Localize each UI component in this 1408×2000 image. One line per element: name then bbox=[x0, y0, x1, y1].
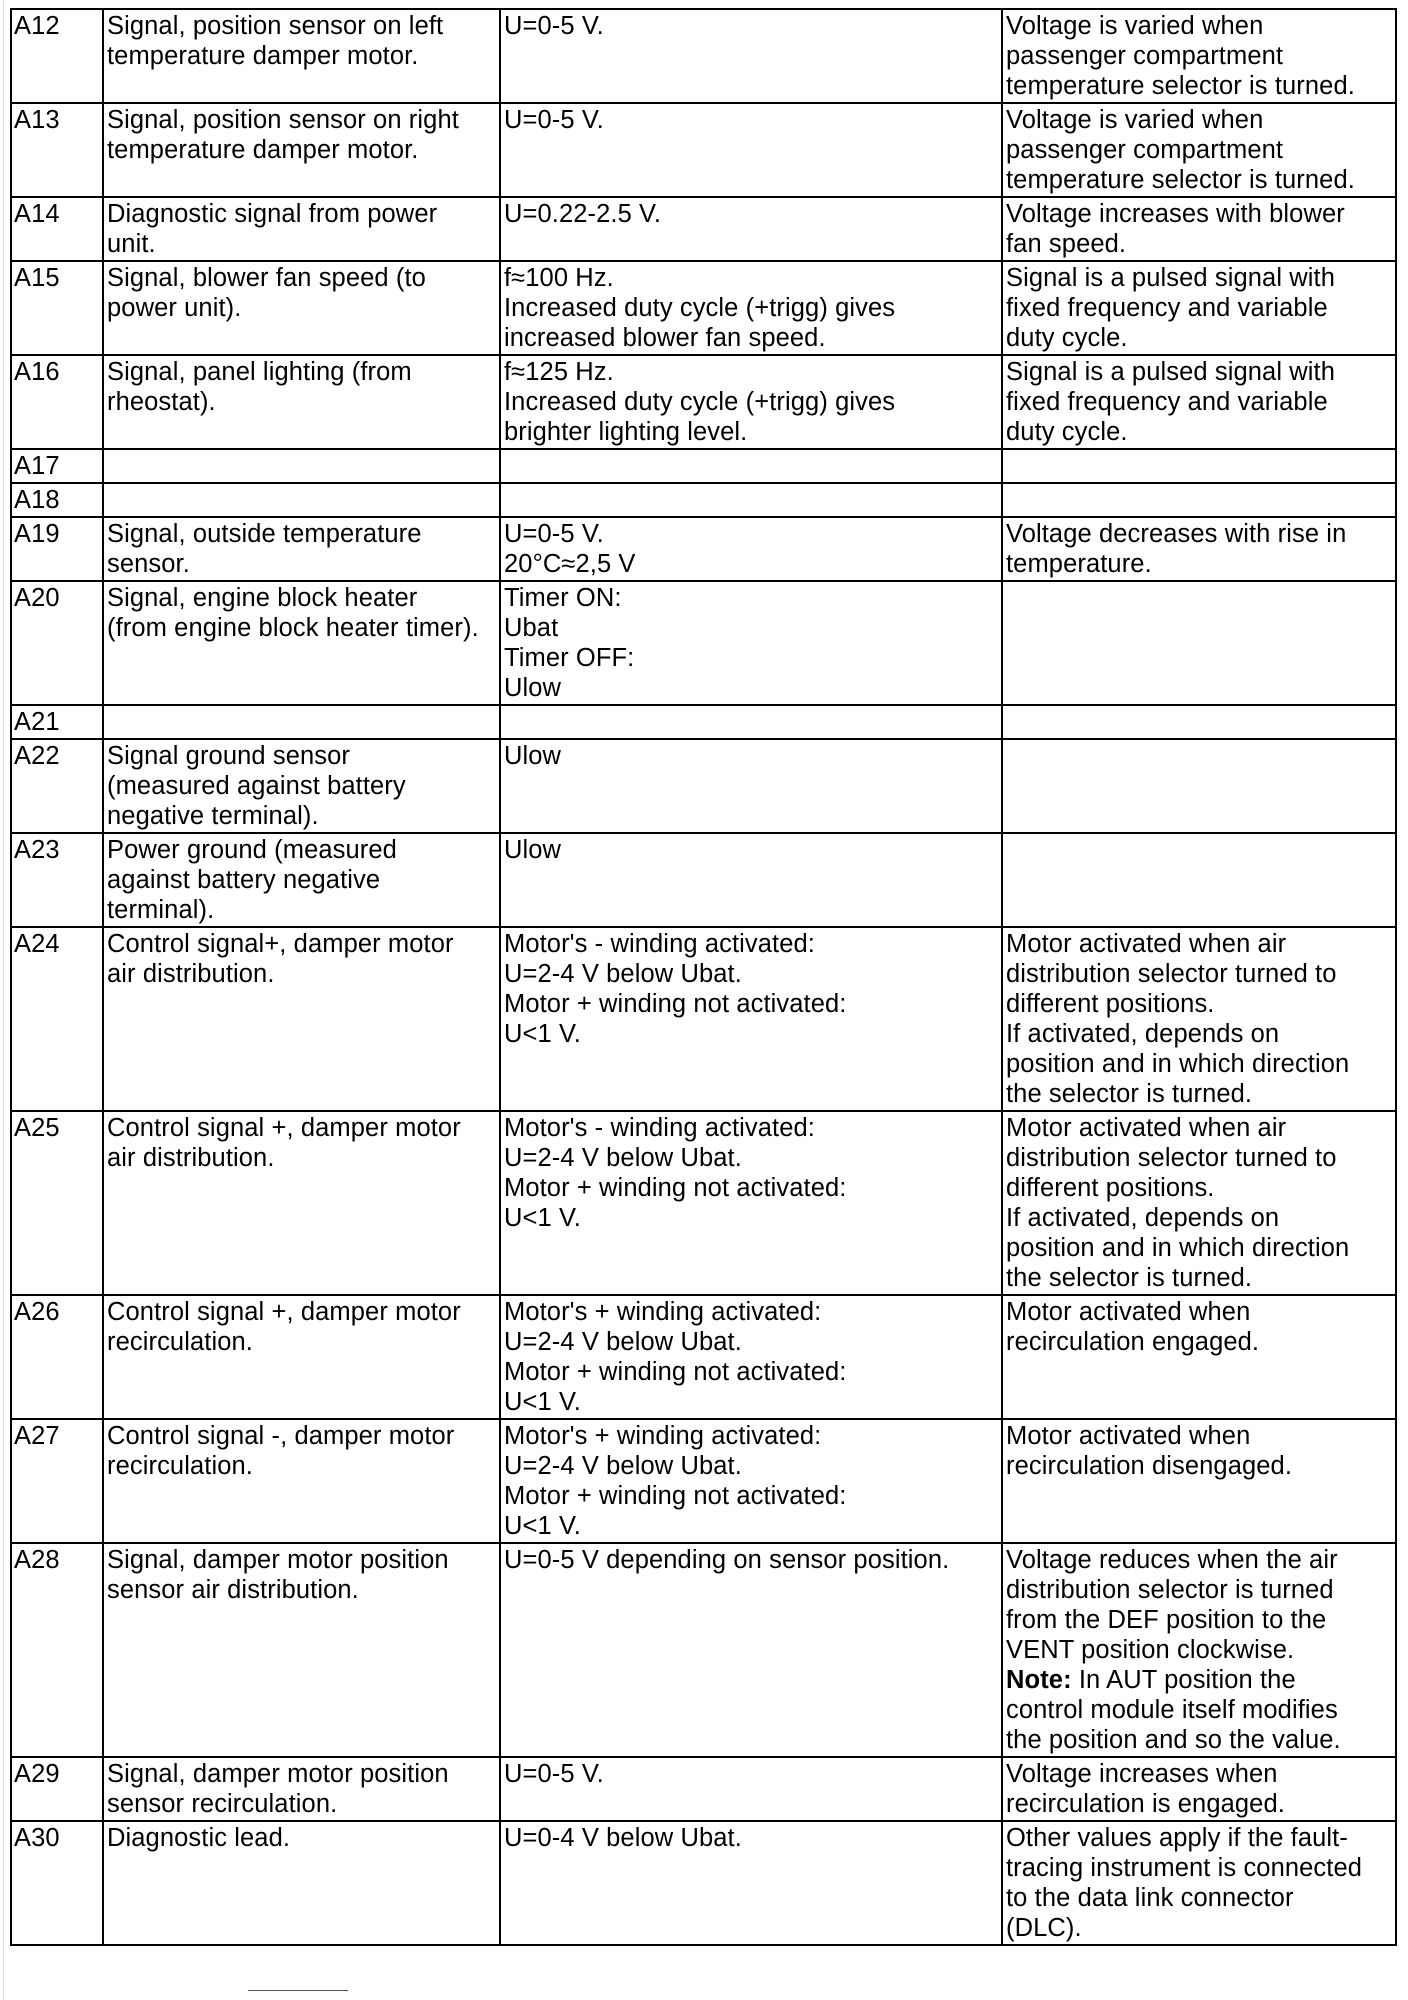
pin-remark-line: Other values apply if the fault- bbox=[1006, 1824, 1348, 1852]
pin-value bbox=[500, 1757, 1002, 1821]
pin-number-text: A27 bbox=[14, 1422, 60, 1450]
pin-remark bbox=[1002, 449, 1396, 483]
pin-description-line: recirculation. bbox=[107, 1328, 253, 1356]
pin-description bbox=[103, 927, 500, 1111]
pin-remark-line: position and in which direction bbox=[1006, 1050, 1350, 1078]
pin-value-line: Motor + winding not activated: bbox=[504, 1482, 847, 1510]
pin-value-line: U=0-5 V. bbox=[504, 1760, 604, 1788]
pin-number bbox=[11, 449, 103, 483]
pin-remark-line: (DLC). bbox=[1006, 1914, 1082, 1942]
pin-number-text: A29 bbox=[14, 1760, 60, 1788]
pin-number bbox=[11, 9, 103, 103]
pin-remark-line: temperature selector is turned. bbox=[1006, 166, 1355, 194]
pin-number-text: A24 bbox=[14, 930, 60, 958]
table-row bbox=[11, 927, 1396, 1111]
pin-remark-line: fan speed. bbox=[1006, 230, 1127, 258]
pin-value-line: Motor + winding not activated: bbox=[504, 1174, 847, 1202]
pin-description-line: air distribution. bbox=[107, 960, 275, 988]
pin-value-line: increased blower fan speed. bbox=[504, 324, 826, 352]
pin-number bbox=[11, 261, 103, 355]
pin-remark-line: Voltage reduces when the air bbox=[1006, 1546, 1338, 1574]
pin-description-line: Signal ground sensor bbox=[107, 742, 350, 770]
pin-remark-line: If activated, depends on bbox=[1006, 1020, 1280, 1048]
pin-number-text: A21 bbox=[14, 708, 60, 736]
note-label: Note: bbox=[1006, 1666, 1072, 1694]
pin-remark bbox=[1002, 1757, 1396, 1821]
pin-description bbox=[103, 705, 500, 739]
pin-description-line: Signal, damper motor position bbox=[107, 1546, 449, 1574]
pin-description bbox=[103, 355, 500, 449]
pin-value bbox=[500, 355, 1002, 449]
pin-remark bbox=[1002, 833, 1396, 927]
pin-remark-line: fixed frequency and variable bbox=[1006, 294, 1328, 322]
pin-remark-line: Signal is a pulsed signal with bbox=[1006, 264, 1336, 292]
pin-value-line: 20°C≈2,5 V bbox=[504, 550, 636, 578]
pin-remark-line: recirculation engaged. bbox=[1006, 1328, 1260, 1356]
pin-remark-line: different positions. bbox=[1006, 990, 1215, 1018]
pin-description bbox=[103, 517, 500, 581]
scan-edge bbox=[3, 0, 4, 2000]
pin-remark bbox=[1002, 1821, 1396, 1945]
pin-description bbox=[103, 449, 500, 483]
pin-remark-line: position and in which direction bbox=[1006, 1234, 1350, 1262]
pin-description-line: temperature damper motor. bbox=[107, 42, 419, 70]
pin-number-text: A13 bbox=[14, 106, 60, 134]
pin-description bbox=[103, 1295, 500, 1419]
pin-number bbox=[11, 581, 103, 705]
pin-description bbox=[103, 1419, 500, 1543]
pin-number-text: A14 bbox=[14, 200, 60, 228]
pin-remark-line: If activated, depends on bbox=[1006, 1204, 1280, 1232]
pin-remark bbox=[1002, 581, 1396, 705]
pin-remark-line: Motor activated when air bbox=[1006, 930, 1287, 958]
table-row bbox=[11, 581, 1396, 705]
pin-remark-line: Motor activated when air bbox=[1006, 1114, 1287, 1142]
pin-number bbox=[11, 705, 103, 739]
pin-value bbox=[500, 483, 1002, 517]
pin-description bbox=[103, 833, 500, 927]
pin-value-line: Motor + winding not activated: bbox=[504, 1358, 847, 1386]
pin-number bbox=[11, 739, 103, 833]
pin-remark-line: Voltage increases with blower bbox=[1006, 200, 1345, 228]
table-row bbox=[11, 9, 1396, 103]
pin-value bbox=[500, 927, 1002, 1111]
pin-number-text: A18 bbox=[14, 486, 60, 514]
pin-description bbox=[103, 261, 500, 355]
pin-description-line: sensor recirculation. bbox=[107, 1790, 338, 1818]
pin-remark bbox=[1002, 705, 1396, 739]
pin-value-line: Ubat bbox=[504, 614, 559, 642]
pin-number-text: A12 bbox=[14, 12, 60, 40]
pin-remark-line: the selector is turned. bbox=[1006, 1264, 1253, 1292]
pin-value-line: Ulow bbox=[504, 742, 562, 770]
pin-value bbox=[500, 1543, 1002, 1757]
pin-description-line: Diagnostic signal from power bbox=[107, 200, 438, 228]
pin-remark bbox=[1002, 355, 1396, 449]
table-row bbox=[11, 1821, 1396, 1945]
pin-value bbox=[500, 1111, 1002, 1295]
pin-table-body bbox=[11, 9, 1396, 1945]
table-row bbox=[11, 705, 1396, 739]
pin-remark-line: temperature selector is turned. bbox=[1006, 72, 1355, 100]
pin-remark-line: to the data link connector bbox=[1006, 1884, 1294, 1912]
pin-value-line: U<1 V. bbox=[504, 1512, 581, 1540]
pin-number bbox=[11, 927, 103, 1111]
pin-number-text: A19 bbox=[14, 520, 60, 548]
pin-remark-line: passenger compartment bbox=[1006, 42, 1284, 70]
pin-description-line: Control signal -, damper motor bbox=[107, 1422, 455, 1450]
pin-description bbox=[103, 1111, 500, 1295]
table-row bbox=[11, 103, 1396, 197]
pin-value-line: U=2-4 V below Ubat. bbox=[504, 1328, 742, 1356]
pin-remark-line: Motor activated when bbox=[1006, 1298, 1251, 1326]
pin-description-line: Signal, engine block heater bbox=[107, 584, 418, 612]
pin-value bbox=[500, 581, 1002, 705]
pin-remark-line: distribution selector turned to bbox=[1006, 1144, 1337, 1172]
pin-number bbox=[11, 1111, 103, 1295]
pin-remark-line: tracing instrument is connected bbox=[1006, 1854, 1363, 1882]
pin-remark bbox=[1002, 1295, 1396, 1419]
table-row bbox=[11, 1757, 1396, 1821]
pin-description-line: sensor air distribution. bbox=[107, 1576, 359, 1604]
pin-description bbox=[103, 9, 500, 103]
table-row bbox=[11, 833, 1396, 927]
pin-number bbox=[11, 103, 103, 197]
pin-remark bbox=[1002, 1419, 1396, 1543]
pin-description-line: temperature damper motor. bbox=[107, 136, 419, 164]
pin-number-text: A28 bbox=[14, 1546, 60, 1574]
pin-value-line: U=2-4 V below Ubat. bbox=[504, 1452, 742, 1480]
pin-value-line: U=0-5 V depending on sensor position. bbox=[504, 1546, 950, 1574]
pin-number-text: A22 bbox=[14, 742, 60, 770]
pin-remark bbox=[1002, 483, 1396, 517]
pin-remark-line: Signal is a pulsed signal with bbox=[1006, 358, 1336, 386]
pin-value bbox=[500, 1295, 1002, 1419]
pin-value-line: brighter lighting level. bbox=[504, 418, 748, 446]
pin-number bbox=[11, 1543, 103, 1757]
pin-value-line: Increased duty cycle (+trigg) gives bbox=[504, 294, 896, 322]
pin-value bbox=[500, 1419, 1002, 1543]
pin-description-line: Signal, outside temperature bbox=[107, 520, 422, 548]
table-row bbox=[11, 197, 1396, 261]
pin-description-line: Signal, position sensor on left bbox=[107, 12, 444, 40]
pin-description-line: Control signal+, damper motor bbox=[107, 930, 454, 958]
pin-remark-line: different positions. bbox=[1006, 1174, 1215, 1202]
pin-value bbox=[500, 103, 1002, 197]
pin-description-line: (measured against battery bbox=[107, 772, 406, 800]
pin-remark bbox=[1002, 103, 1396, 197]
pin-description-line: Control signal +, damper motor bbox=[107, 1298, 461, 1326]
pin-value-line: Motor's - winding activated: bbox=[504, 1114, 815, 1142]
pin-number bbox=[11, 517, 103, 581]
pin-remark-line: temperature. bbox=[1006, 550, 1152, 578]
pin-number-text: A26 bbox=[14, 1298, 60, 1326]
scan-artifact bbox=[248, 1990, 348, 1991]
pin-remark-line: distribution selector turned to bbox=[1006, 960, 1337, 988]
pin-remark-line: recirculation disengaged. bbox=[1006, 1452, 1293, 1480]
pin-value-line: U<1 V. bbox=[504, 1388, 581, 1416]
pin-remark bbox=[1002, 927, 1396, 1111]
note-line bbox=[1006, 1665, 1392, 1695]
pin-description-line: recirculation. bbox=[107, 1452, 253, 1480]
pin-description-line: Signal, blower fan speed (to bbox=[107, 264, 426, 292]
table-row bbox=[11, 517, 1396, 581]
pin-remark-line: Motor activated when bbox=[1006, 1422, 1251, 1450]
pin-number-text: A25 bbox=[14, 1114, 60, 1142]
pin-number-text: A16 bbox=[14, 358, 60, 386]
pin-value-line: Timer OFF: bbox=[504, 644, 635, 672]
table-row bbox=[11, 1295, 1396, 1419]
pin-remark-line: distribution selector is turned bbox=[1006, 1576, 1334, 1604]
table-row bbox=[11, 449, 1396, 483]
pin-remark-line: from the DEF position to the bbox=[1006, 1606, 1327, 1634]
connector-pin-table-page bbox=[10, 8, 1395, 1946]
pin-value bbox=[500, 739, 1002, 833]
pin-value-line: U<1 V. bbox=[504, 1020, 581, 1048]
pin-description bbox=[103, 739, 500, 833]
pin-value-line: Ulow bbox=[504, 674, 562, 702]
pin-value-line: Motor's - winding activated: bbox=[504, 930, 815, 958]
pin-value-line: U=2-4 V below Ubat. bbox=[504, 1144, 742, 1172]
pin-description bbox=[103, 197, 500, 261]
table-row bbox=[11, 1111, 1396, 1295]
pin-remark-line: VENT position clockwise. bbox=[1006, 1636, 1295, 1664]
pin-value bbox=[500, 449, 1002, 483]
pin-remark bbox=[1002, 517, 1396, 581]
pin-value-line: U=0-5 V. bbox=[504, 12, 604, 40]
pin-number bbox=[11, 355, 103, 449]
pin-description-line: Power ground (measured bbox=[107, 836, 397, 864]
pin-remark-line: the selector is turned. bbox=[1006, 1080, 1253, 1108]
pin-remark-line: recirculation is engaged. bbox=[1006, 1790, 1285, 1818]
pin-value bbox=[500, 197, 1002, 261]
pin-number bbox=[11, 833, 103, 927]
table-row bbox=[11, 1419, 1396, 1543]
pin-description bbox=[103, 1543, 500, 1757]
pin-value-line: f≈100 Hz. bbox=[504, 264, 614, 292]
pin-value-line: U=2-4 V below Ubat. bbox=[504, 960, 742, 988]
pin-remark bbox=[1002, 739, 1396, 833]
pin-number bbox=[11, 483, 103, 517]
pin-number-text: A20 bbox=[14, 584, 60, 612]
table-row bbox=[11, 261, 1396, 355]
pin-description-line: power unit). bbox=[107, 294, 242, 322]
pin-value-line: U<1 V. bbox=[504, 1204, 581, 1232]
pin-description-line: air distribution. bbox=[107, 1144, 275, 1172]
pin-remark-line: Voltage increases when bbox=[1006, 1760, 1278, 1788]
pin-remark bbox=[1002, 197, 1396, 261]
connector-pin-table bbox=[10, 8, 1397, 1946]
pin-description-line: Control signal +, damper motor bbox=[107, 1114, 461, 1142]
pin-number bbox=[11, 1757, 103, 1821]
table-row bbox=[11, 355, 1396, 449]
pin-number bbox=[11, 197, 103, 261]
pin-remark bbox=[1002, 1543, 1396, 1757]
note-text-line: the position and so the value. bbox=[1006, 1726, 1341, 1754]
pin-value bbox=[500, 517, 1002, 581]
pin-description-line: (from engine block heater timer). bbox=[107, 614, 479, 642]
pin-remark-line: Voltage is varied when bbox=[1006, 12, 1264, 40]
pin-value bbox=[500, 833, 1002, 927]
pin-description-line: Signal, position sensor on right bbox=[107, 106, 459, 134]
pin-remark bbox=[1002, 9, 1396, 103]
pin-remark-line: Voltage is varied when bbox=[1006, 106, 1264, 134]
pin-description bbox=[103, 483, 500, 517]
pin-description-line: against battery negative bbox=[107, 866, 381, 894]
pin-number bbox=[11, 1419, 103, 1543]
pin-value-line: Motor's + winding activated: bbox=[504, 1298, 822, 1326]
pin-number bbox=[11, 1295, 103, 1419]
pin-value-line: Ulow bbox=[504, 836, 562, 864]
pin-value-line: U=0-4 V below Ubat. bbox=[504, 1824, 742, 1852]
table-row bbox=[11, 739, 1396, 833]
note-text: In AUT position the bbox=[1071, 1666, 1296, 1694]
pin-remark bbox=[1002, 1111, 1396, 1295]
table-row bbox=[11, 1543, 1396, 1757]
pin-description-line: terminal). bbox=[107, 896, 215, 924]
pin-number-text: A23 bbox=[14, 836, 60, 864]
pin-number bbox=[11, 1821, 103, 1945]
pin-description-line: Signal, damper motor position bbox=[107, 1760, 449, 1788]
pin-value bbox=[500, 705, 1002, 739]
pin-remark-line: duty cycle. bbox=[1006, 418, 1128, 446]
pin-value-line: U=0.22-2.5 V. bbox=[504, 200, 662, 228]
pin-description-line: Signal, panel lighting (from bbox=[107, 358, 412, 386]
pin-remark bbox=[1002, 261, 1396, 355]
pin-value-line: U=0-5 V. bbox=[504, 520, 604, 548]
pin-value bbox=[500, 9, 1002, 103]
pin-description bbox=[103, 1757, 500, 1821]
pin-description-line: unit. bbox=[107, 230, 156, 258]
pin-value-line: Motor's + winding activated: bbox=[504, 1422, 822, 1450]
pin-value-line: f≈125 Hz. bbox=[504, 358, 614, 386]
pin-value-line: Increased duty cycle (+trigg) gives bbox=[504, 388, 896, 416]
pin-remark-line: Voltage decreases with rise in bbox=[1006, 520, 1347, 548]
pin-description-line: Diagnostic lead. bbox=[107, 1824, 291, 1852]
note-text-line: control module itself modifies bbox=[1006, 1696, 1338, 1724]
pin-remark-line: passenger compartment bbox=[1006, 136, 1284, 164]
pin-value-line: Motor + winding not activated: bbox=[504, 990, 847, 1018]
pin-number-text: A15 bbox=[14, 264, 60, 292]
pin-remark-line: duty cycle. bbox=[1006, 324, 1128, 352]
pin-value-line: U=0-5 V. bbox=[504, 106, 604, 134]
table-row bbox=[11, 483, 1396, 517]
pin-description-line: sensor. bbox=[107, 550, 190, 578]
pin-number-text: A17 bbox=[14, 452, 60, 480]
pin-description bbox=[103, 103, 500, 197]
pin-description bbox=[103, 581, 500, 705]
pin-description-line: rheostat). bbox=[107, 388, 216, 416]
pin-number-text: A30 bbox=[14, 1824, 60, 1852]
pin-value bbox=[500, 261, 1002, 355]
pin-remark-line: fixed frequency and variable bbox=[1006, 388, 1328, 416]
pin-description bbox=[103, 1821, 500, 1945]
pin-description-line: negative terminal). bbox=[107, 802, 319, 830]
pin-value bbox=[500, 1821, 1002, 1945]
pin-value-line: Timer ON: bbox=[504, 584, 622, 612]
